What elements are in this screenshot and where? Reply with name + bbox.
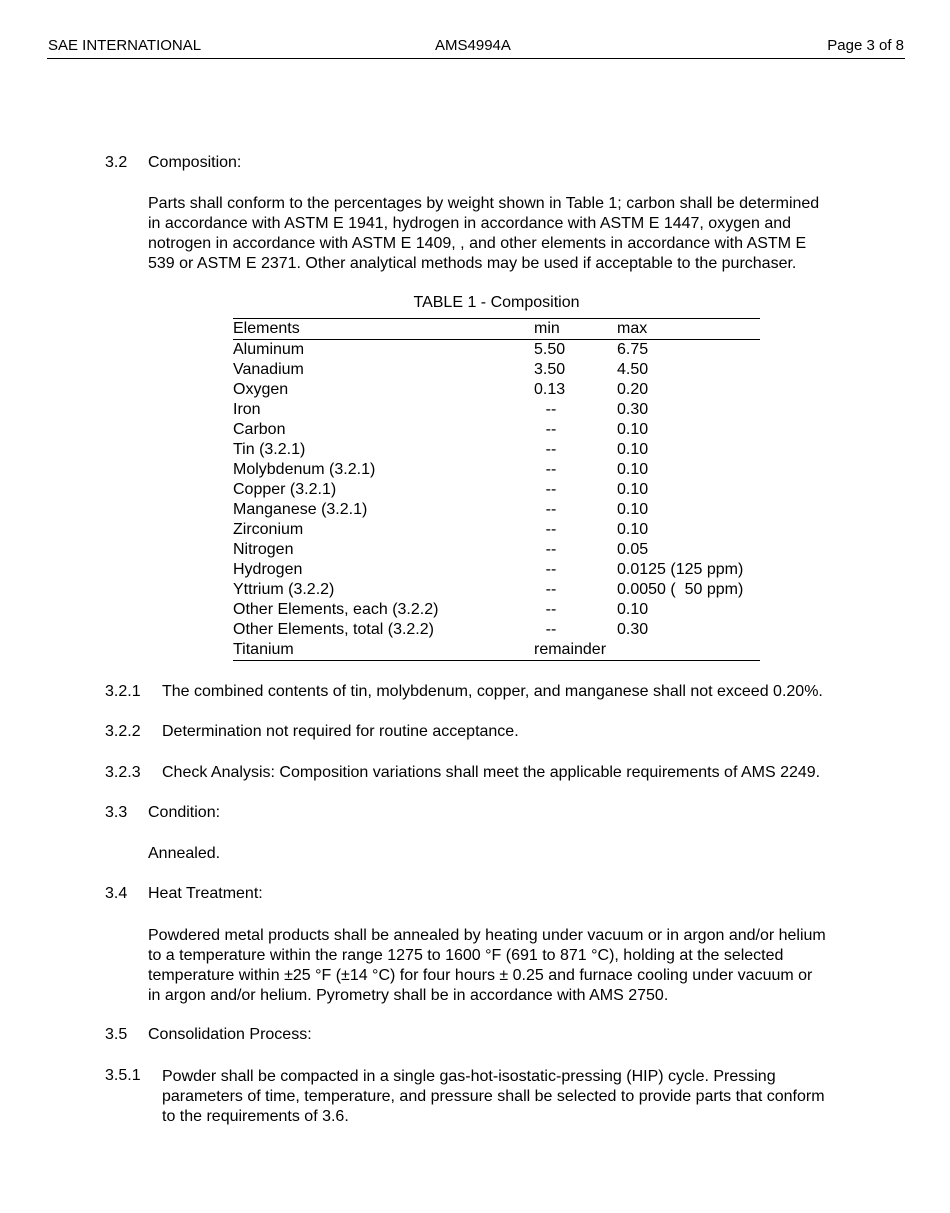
table-row (233, 360, 760, 380)
table-row (233, 620, 760, 640)
min-cell: -- (545, 621, 557, 638)
max-cell: 0.30 (617, 621, 649, 638)
max-cell: 0.10 (617, 501, 649, 518)
section-3-5-number: 3.5 (105, 1026, 128, 1043)
element-cell: Manganese (3.2.1) (233, 501, 368, 518)
element-cell: Zirconium (233, 521, 304, 538)
element-cell: Aluminum (233, 341, 305, 358)
table-body (233, 340, 760, 661)
max-cell: 0.10 (617, 481, 649, 498)
max-cell: 0.10 (617, 461, 649, 478)
table-row (233, 440, 760, 460)
section-3-2-1-text: The combined contents of tin, molybdenum, copper, and manganese shall not exceed 0.20%. (162, 683, 823, 700)
section-3-5-title: Consolidation Process: (148, 1026, 312, 1043)
element-cell: Yttrium (3.2.2) (233, 581, 335, 598)
section-3-2-3-text: Check Analysis: Composition variations shall meet the applicable requirements of AMS 2249. (162, 764, 821, 781)
table-row (233, 340, 760, 360)
section-3-5-1-number: 3.5.1 (105, 1067, 141, 1084)
element-cell: Nitrogen (233, 541, 294, 558)
min-cell: -- (545, 421, 557, 438)
table-header-row (233, 318, 760, 340)
table-row (233, 380, 760, 400)
header-min: min (534, 320, 560, 337)
min-cell: 5.50 (534, 341, 566, 358)
max-cell: 6.75 (617, 341, 649, 358)
table-row (233, 420, 760, 440)
element-cell: Oxygen (233, 381, 289, 398)
table-row (233, 460, 760, 480)
paragraph-line: to the requirements of 3.6. (162, 1108, 349, 1125)
paragraph-line: Parts shall conform to the percentages by weight shown in Table 1; carbon shall be determined (148, 195, 820, 212)
max-cell: 0.10 (617, 601, 649, 618)
table-row (233, 600, 760, 620)
min-cell: -- (545, 401, 557, 418)
min-cell: -- (545, 521, 557, 538)
paragraph-line: Powder shall be compacted in a single gas-hot-isostatic-pressing (HIP) cycle. Pressing (162, 1068, 776, 1085)
header-organization: SAE INTERNATIONAL (48, 37, 202, 54)
max-cell: 0.10 (617, 421, 649, 438)
table-row (233, 560, 760, 580)
max-cell: 0.10 (617, 521, 649, 538)
element-cell: Other Elements, each (3.2.2) (233, 601, 439, 618)
min-cell: remainder (534, 641, 607, 658)
max-cell: 0.0050 ( 50 ppm) (617, 581, 744, 598)
section-3-4-title: Heat Treatment: (148, 885, 263, 902)
min-cell: -- (545, 461, 557, 478)
table-row (233, 500, 760, 520)
max-cell: 0.0125 (125 ppm) (617, 561, 744, 578)
min-cell: -- (545, 441, 557, 458)
max-cell: 0.10 (617, 441, 649, 458)
header-elements: Elements (233, 320, 300, 337)
section-3-2-2-text: Determination not required for routine acceptance. (162, 723, 519, 740)
max-cell: 0.05 (617, 541, 649, 558)
paragraph-line: Powdered metal products shall be annealed by heating under vacuum or in argon and/or helium (148, 927, 826, 944)
min-cell: -- (545, 501, 557, 518)
table-row (233, 480, 760, 500)
element-cell: Iron (233, 401, 261, 418)
table-row (233, 400, 760, 420)
paragraph-line: notrogen in accordance with ASTM E 1409, , and other elements in accordance with ASTM E (148, 235, 807, 252)
composition-table (233, 318, 760, 661)
element-cell: Other Elements, total (3.2.2) (233, 621, 434, 638)
element-cell: Vanadium (233, 361, 304, 378)
table-row (233, 540, 760, 560)
table-title: TABLE 1 - Composition (413, 294, 580, 311)
min-cell: -- (545, 481, 557, 498)
section-3-2-paragraph (148, 194, 819, 274)
max-cell: 4.50 (617, 361, 649, 378)
header-max: max (617, 320, 648, 337)
min-cell: 3.50 (534, 361, 566, 378)
element-cell: Molybdenum (3.2.1) (233, 461, 376, 478)
element-cell: Copper (3.2.1) (233, 481, 337, 498)
paragraph-line: temperature within ±25 °F (±14 °C) for four hours ± 0.25 and furnace cooling under vacuum or (148, 967, 813, 984)
table-row (233, 640, 760, 660)
header-document-number: AMS4994A (435, 37, 511, 54)
paragraph-line: in argon and/or helium. Pyrometry shall be in accordance with AMS 2750. (148, 987, 669, 1004)
paragraph-line: to a temperature within the range 1275 to 1600 °F (691 to 871 °C), holding at the selected (148, 947, 784, 964)
section-3-2-2-number: 3.2.2 (105, 723, 141, 740)
section-3-4-paragraph (148, 926, 826, 1006)
section-3-2-title: Composition: (148, 154, 242, 171)
element-cell: Carbon (233, 421, 286, 438)
section-3-3-title: Condition: (148, 804, 221, 821)
element-cell: Tin (3.2.1) (233, 441, 306, 458)
section-3-4-number: 3.4 (105, 885, 128, 902)
min-cell: -- (545, 541, 557, 558)
header-page-number: Page 3 of 8 (827, 37, 904, 54)
element-cell: Titanium (233, 641, 294, 658)
min-cell: -- (545, 601, 557, 618)
max-cell: 0.30 (617, 401, 649, 418)
min-cell: -- (545, 581, 557, 598)
section-3-3-number: 3.3 (105, 804, 128, 821)
section-3-5-1-paragraph (162, 1067, 825, 1127)
section-3-3-paragraph: Annealed. (148, 845, 221, 862)
paragraph-line: parameters of time, temperature, and pressure shall be selected to provide parts that conform (162, 1088, 825, 1105)
paragraph-line: 539 or ASTM E 2371. Other analytical methods may be used if acceptable to the purchaser. (148, 255, 797, 272)
max-cell: 0.20 (617, 381, 649, 398)
page-header (47, 36, 905, 59)
table-row (233, 520, 760, 540)
section-3-2-1-number: 3.2.1 (105, 683, 141, 700)
table-row (233, 580, 760, 600)
paragraph-line: in accordance with ASTM E 1941, hydrogen in accordance with ASTM E 1447, oxygen and (148, 215, 792, 232)
min-cell: 0.13 (534, 381, 566, 398)
section-3-2-number: 3.2 (105, 154, 128, 171)
section-3-2-3-number: 3.2.3 (105, 764, 141, 781)
min-cell: -- (545, 561, 557, 578)
element-cell: Hydrogen (233, 561, 303, 578)
